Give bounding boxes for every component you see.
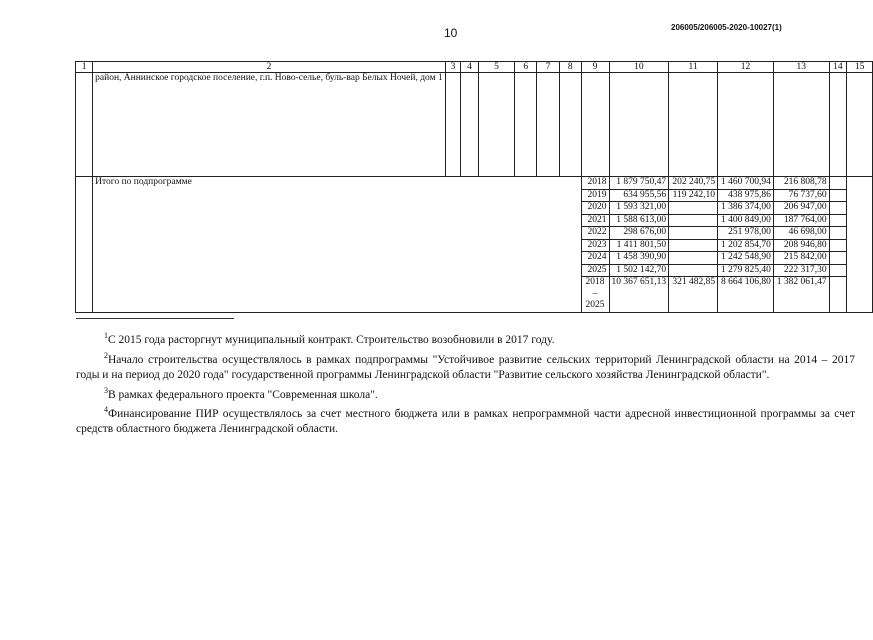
year-cell: 2021 xyxy=(581,214,609,227)
footnote xyxy=(76,402,855,437)
value-cell: 298 676,00 xyxy=(609,227,669,240)
value-cell: 216 808,78 xyxy=(773,177,829,190)
column-number: 6 xyxy=(515,62,537,73)
value-cell xyxy=(669,214,718,227)
year-cell: 2019 xyxy=(581,189,609,202)
footnote-separator xyxy=(76,318,234,319)
value-cell xyxy=(669,239,718,252)
year-cell: 2022 xyxy=(581,227,609,240)
column-number: 5 xyxy=(478,62,514,73)
column-number: 2 xyxy=(93,62,446,73)
footnote xyxy=(76,348,855,383)
column-number: 11 xyxy=(669,62,718,73)
column-number: 15 xyxy=(847,62,873,73)
value-cell: 438 975,86 xyxy=(718,189,774,202)
column-number: 8 xyxy=(559,62,581,73)
value-cell: 1 202 854,70 xyxy=(718,239,774,252)
value-cell: 46 698,00 xyxy=(773,227,829,240)
footnote-text: С 2015 года расторгнут муниципальный контракт. Строительство возобновили в 2017 году. xyxy=(108,333,555,346)
column-number: 1 xyxy=(76,62,93,73)
value-cell xyxy=(669,252,718,265)
footnote xyxy=(76,383,855,403)
column-number: 13 xyxy=(773,62,829,73)
footnote xyxy=(76,328,855,348)
value-cell: 1 588 613,00 xyxy=(609,214,669,227)
subtotal-label: Итого по подпрограмме xyxy=(93,177,581,313)
budget-table xyxy=(75,61,873,313)
value-cell xyxy=(669,202,718,215)
value-cell: 215 842,00 xyxy=(773,252,829,265)
value-cell: 1 593 321,00 xyxy=(609,202,669,215)
value-cell: 222 317,30 xyxy=(773,264,829,277)
value-cell: 1 242 548,90 xyxy=(718,252,774,265)
footnote-marker: 1 xyxy=(104,331,108,340)
table-row xyxy=(76,177,873,190)
column-number: 3 xyxy=(445,62,460,73)
year-cell: 2023 xyxy=(581,239,609,252)
column-number: 7 xyxy=(537,62,560,73)
value-cell: 1 502 142,70 xyxy=(609,264,669,277)
value-cell xyxy=(669,264,718,277)
value-cell: 10 367 651,13 xyxy=(609,277,669,313)
page-number: 10 xyxy=(444,26,458,40)
object-description: район, Аннинское городское поселение, г.п. Ново-селье, буль-вар Белых Ночей, дом 1 xyxy=(93,73,446,177)
value-cell: 76 737,60 xyxy=(773,189,829,202)
value-cell xyxy=(669,227,718,240)
value-cell: 1 400 849,00 xyxy=(718,214,774,227)
value-cell: 1 460 700,94 xyxy=(718,177,774,190)
column-number: 4 xyxy=(461,62,479,73)
year-cell: 2020 xyxy=(581,202,609,215)
footnote-marker: 3 xyxy=(104,385,108,395)
footnote-text: В рамках федерального проекта "Современная школа". xyxy=(108,388,378,401)
value-cell: 1 279 825,40 xyxy=(718,264,774,277)
value-cell: 634 955,56 xyxy=(609,189,669,202)
document-id: 206005/206005-2020-10027(1) xyxy=(671,23,782,32)
value-cell: 202 240,75 xyxy=(669,177,718,190)
year-cell: 2018 xyxy=(581,177,609,190)
year-range-cell: 2018 – 2025 xyxy=(581,277,609,313)
footnotes xyxy=(76,328,855,437)
column-number: 10 xyxy=(609,62,669,73)
year-cell: 2024 xyxy=(581,252,609,265)
value-cell: 251 978,00 xyxy=(718,227,774,240)
column-number: 12 xyxy=(718,62,774,73)
value-cell: 206 947,00 xyxy=(773,202,829,215)
value-cell: 119 242,10 xyxy=(669,189,718,202)
value-cell: 208 946,80 xyxy=(773,239,829,252)
value-cell: 1 386 374,00 xyxy=(718,202,774,215)
value-cell: 187 764,00 xyxy=(773,214,829,227)
value-cell: 1 458 390,90 xyxy=(609,252,669,265)
value-cell: 8 664 106,80 xyxy=(718,277,774,313)
footnote-text: Финансирование ПИР осуществлялось за счет местного бюджета или в рамках непрограммной части адресной инвестиционной программы за счет средств областного бюджета Ленинградской области. xyxy=(76,408,855,436)
column-number: 9 xyxy=(581,62,609,73)
column-number: 14 xyxy=(829,62,847,73)
footnote-text: Начало строительства осуществлялось в рамках подпрограммы "Устойчивое развитие сельских территорий Ленинградской области на 2014 – 2017 годы и на период до 2020 года" государственной программы Ленинградской области "Развитие сельского хозяйства Ленинградской области". xyxy=(76,353,855,381)
value-cell: 1 879 750,47 xyxy=(609,177,669,190)
value-cell: 321 482,85 xyxy=(669,277,718,313)
object-row xyxy=(76,73,873,177)
footnote-marker: 4 xyxy=(104,405,108,415)
footnote-marker: 2 xyxy=(104,350,108,360)
column-number-row xyxy=(76,62,873,73)
value-cell: 1 382 061,47 xyxy=(773,277,829,313)
value-cell: 1 411 801,50 xyxy=(609,239,669,252)
year-cell: 2025 xyxy=(581,264,609,277)
